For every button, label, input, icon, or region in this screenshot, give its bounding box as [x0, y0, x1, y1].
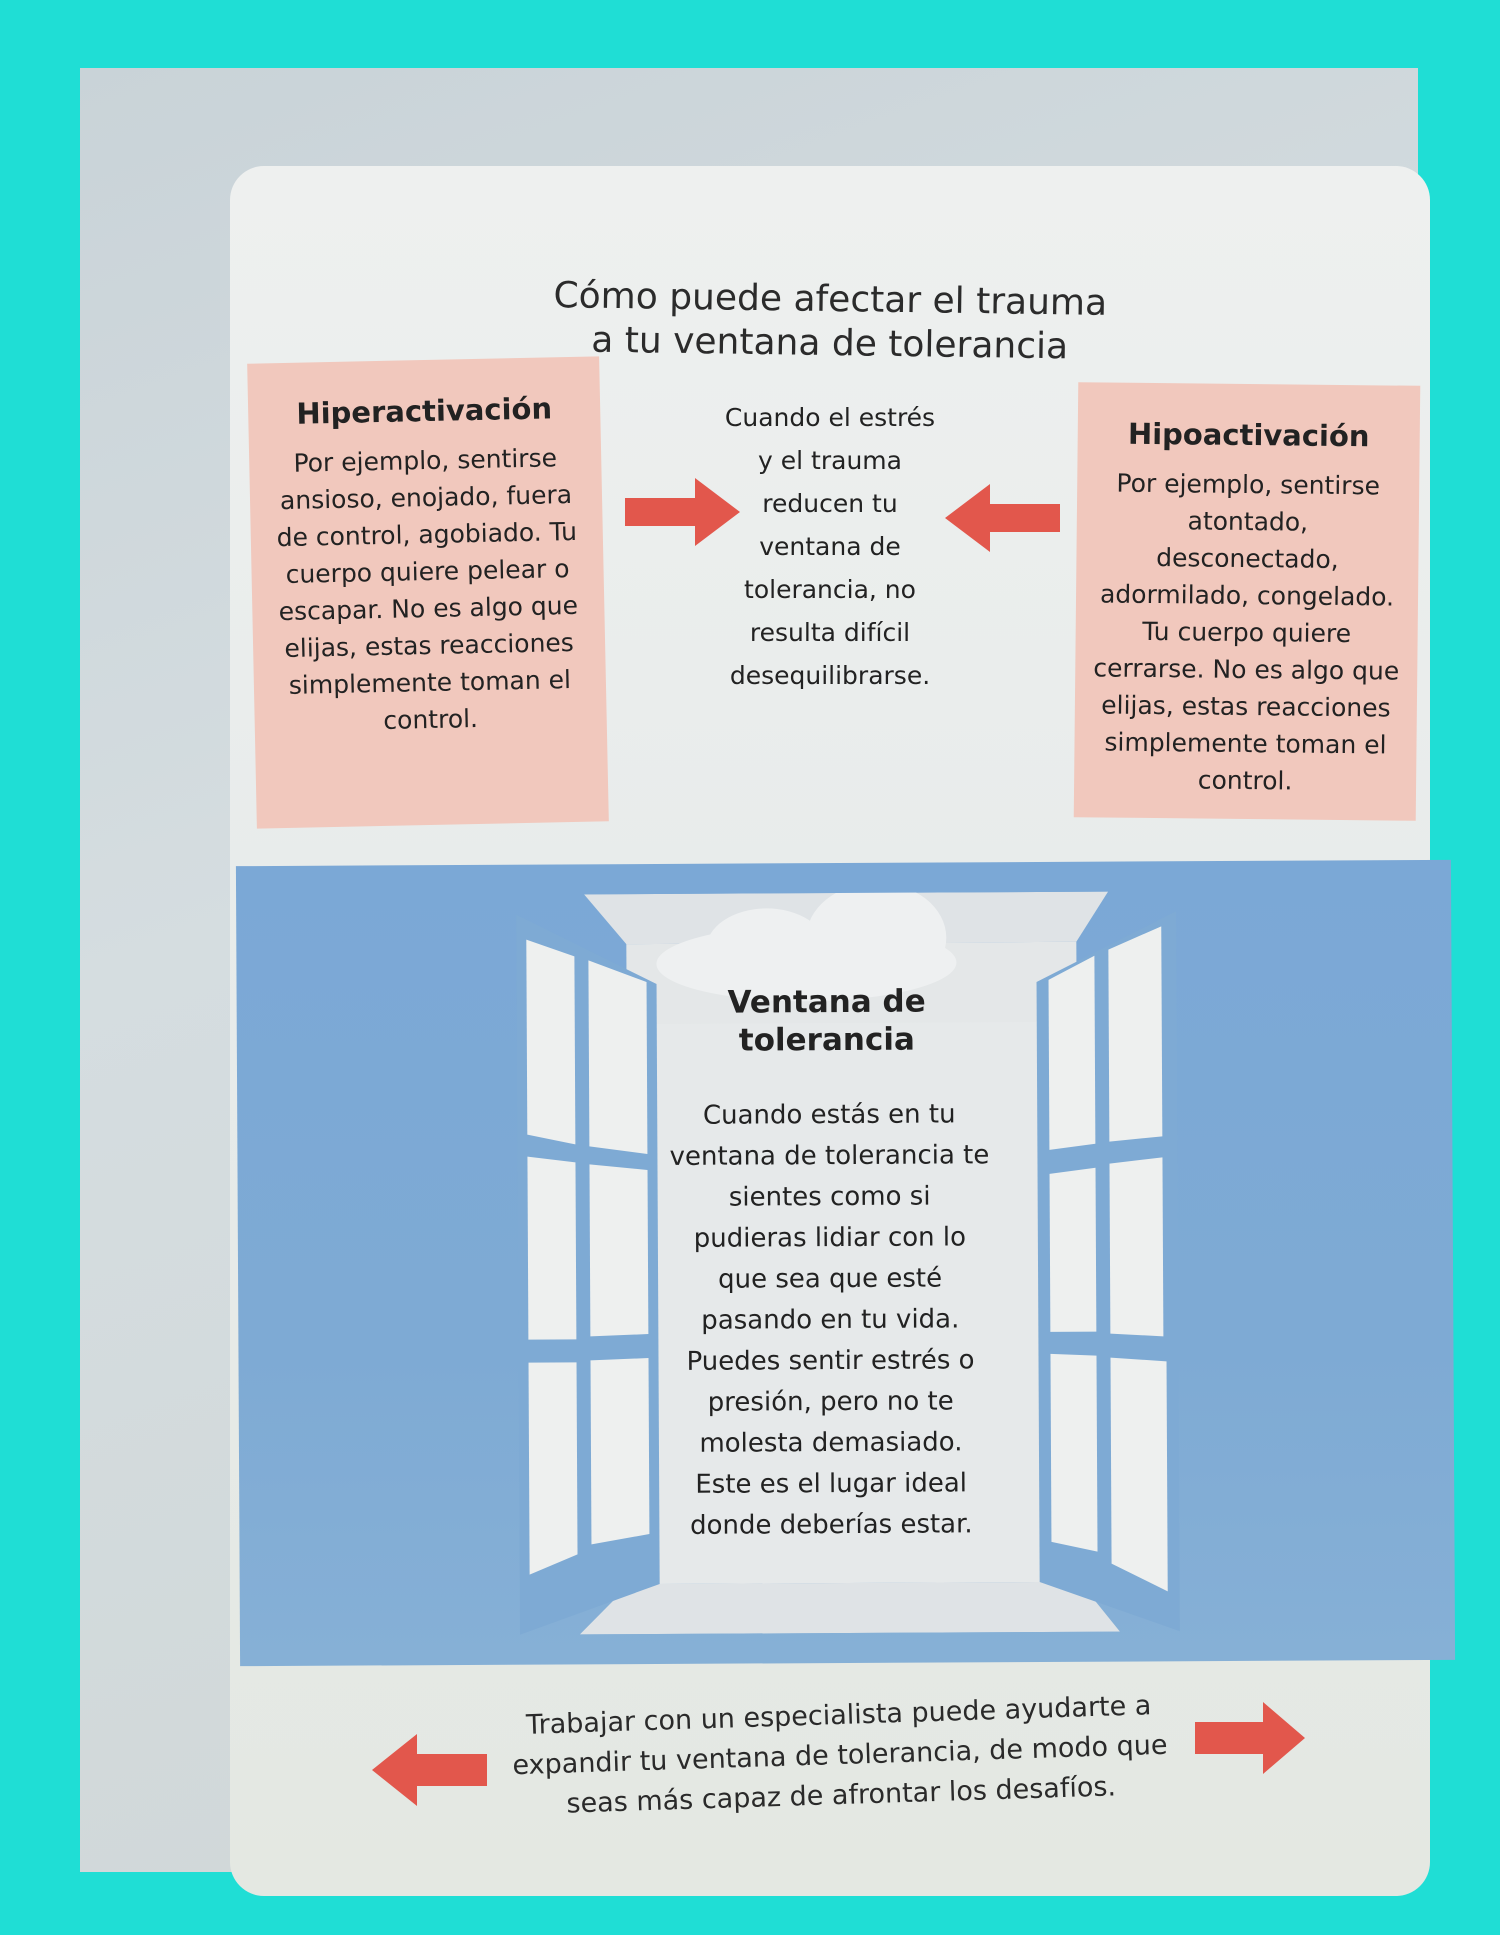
arrow-left-icon	[945, 484, 1060, 552]
window-text: Cuando estás en tu ventana de tolerancia te sientes como si pudieras lidiar con lo que sea que esté pasando en tu vida. Puedes sentir estrés o presión, pero no te molesta demasiado. Este es el lugar ideal donde deberías estar.	[669, 1099, 990, 1541]
arrow-left-icon	[372, 1734, 487, 1806]
bottom-text: Trabajar con un especialista puede ayudarte a expandir tu ventana de tolerancia, de modo que seas más capaz de afrontar los desafíos.	[512, 1690, 1168, 1820]
arrow-right-icon	[1195, 1702, 1305, 1774]
hyperactivation-box	[247, 356, 609, 828]
hypoactivation-heading: Hipoactivación	[1127, 416, 1370, 454]
center-text: Cuando el estrés y el trauma reducen tu ventana de tolerancia, no resulta difícil desequilibrarse.	[724, 403, 936, 690]
window-heading: Ventana de tolerancia	[727, 983, 926, 1059]
page-title-line1: Cómo puede afectar el trauma	[553, 275, 1108, 324]
hypoactivation-box	[1074, 382, 1421, 821]
book-page	[230, 166, 1430, 1896]
page-title	[229, 270, 1430, 375]
window-panel	[236, 860, 1455, 1666]
page-title-line2: a tu ventana de tolerancia	[590, 319, 1069, 368]
hypoactivation-text: Por ejemplo, sentirse atontado, desconectado, adormilado, congelado. Tu cuerpo quiere cerrarse. No es algo que elijas, estas reacciones simplemente toman el control.	[1093, 468, 1400, 796]
photo-backdrop	[80, 68, 1418, 1872]
hyperactivation-text: Por ejemplo, sentirse ansioso, enojado, fuera de control, agobiado. Tu cuerpo quiere pelear o escapar. No es algo que elijas, estas reacciones simplemente toman el control.	[276, 443, 579, 735]
hyperactivation-heading: Hiperactivación	[296, 391, 553, 431]
